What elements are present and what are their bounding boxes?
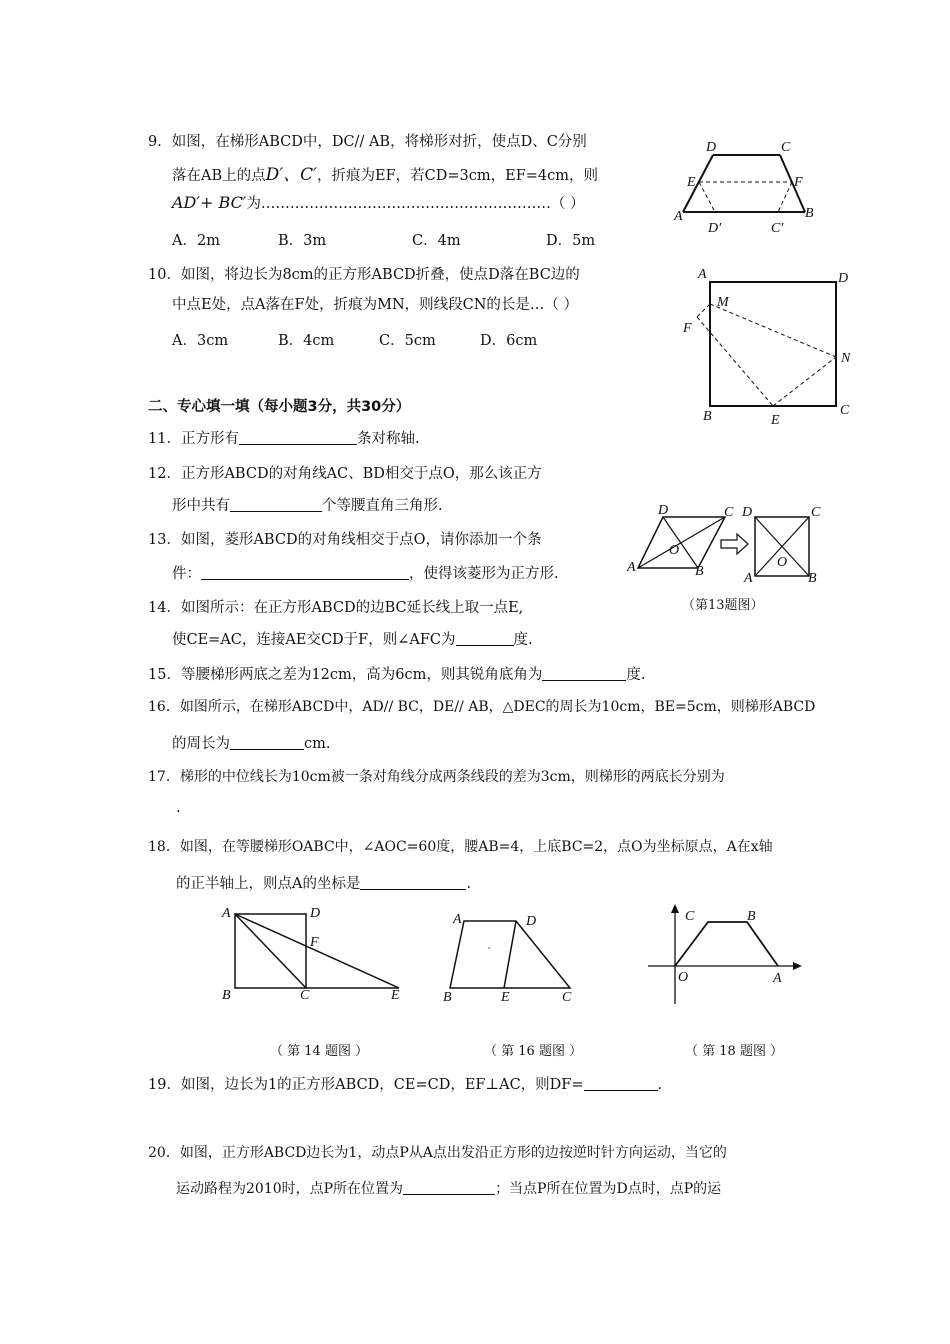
- figure-q13: [625, 500, 830, 590]
- q20-answer-blank[interactable]: [403, 1180, 495, 1195]
- f13-sq-label-o: O: [777, 555, 788, 570]
- f16-label-e: E: [501, 990, 510, 1005]
- f13-sq-label-a: A: [744, 571, 753, 586]
- q9-options: [172, 229, 595, 250]
- q12-answer-blank[interactable]: [230, 497, 322, 512]
- f9-fold-ed1: [699, 182, 715, 212]
- f10-label-m: M: [717, 295, 729, 310]
- f18-y-arrow-icon: [671, 904, 679, 913]
- section-2-heading: 二、专心填一填（每小题3分，共30分）: [148, 399, 411, 415]
- f9-label-c: C: [781, 140, 791, 155]
- q9-line2-a: 落在AB上的点: [172, 168, 266, 184]
- q16-answer-blank[interactable]: [230, 735, 304, 750]
- f10-label-c: C: [840, 403, 850, 418]
- q20-b: ；当点P所在位置为D点时，点P的运: [495, 1181, 722, 1197]
- f14-diag-ac: [235, 914, 306, 988]
- q11: [148, 427, 420, 448]
- caption-q14: （ 第 14 题图 ）: [270, 1044, 369, 1059]
- caption-q13: （第13题图）: [682, 598, 764, 613]
- q20-a: 运动路程为2010时，点P所在位置为: [176, 1181, 404, 1197]
- f16-line-de: [504, 921, 516, 988]
- f13-sq-label-d: D: [742, 505, 753, 520]
- q10-line1: 10．如图，将边长为8cm的正方形ABCD折叠，使点D落在BC边的: [148, 267, 580, 283]
- f16-label-c: C: [562, 990, 572, 1005]
- q16-b: cm.: [304, 736, 331, 752]
- f14-label-f: F: [310, 935, 319, 950]
- q14-a: 使CE=AC，连接AE交CD于F，则∠AFC为: [172, 632, 456, 648]
- f18-label-o: O: [678, 970, 689, 985]
- q13-b: ，使得该菱形为正方形.: [409, 566, 559, 582]
- q9-line3-b: 为……………………………………………………（ ）: [246, 196, 585, 212]
- f18-x-arrow-icon: [793, 962, 802, 970]
- arrow-right-icon: [721, 534, 748, 554]
- f10-label-f: F: [683, 321, 692, 336]
- q14-line1: 14．如图所示：在正方形ABCD的边BC延长线上取一点E,: [148, 600, 524, 616]
- f16-label-a: A: [453, 912, 462, 927]
- q19-b: .: [657, 1077, 663, 1093]
- f9-label-c-prime: C′: [771, 221, 784, 236]
- f16-label-b: B: [443, 990, 452, 1005]
- f9-label-d-prime: D′: [708, 221, 722, 236]
- f13-label-o: O: [669, 543, 680, 558]
- f18-trapezoid: [675, 922, 778, 966]
- figure-q16: [440, 905, 590, 1005]
- f10-label-b: B: [703, 409, 712, 424]
- q15-a: 15．等腰梯形两底之差为12cm，高为6cm，则其锐角底角为: [148, 667, 543, 683]
- q13-answer-blank[interactable]: [201, 565, 409, 580]
- q15-b: 度.: [626, 667, 646, 683]
- q9-option-b: B．3m: [278, 233, 327, 249]
- f9-label-e: E: [687, 175, 696, 190]
- f9-label-a: A: [674, 209, 683, 224]
- f14-line-ae: [235, 914, 399, 988]
- figure-q10: [680, 262, 855, 427]
- f10-label-e: E: [771, 413, 780, 428]
- q12-b: 个等腰直角三角形.: [322, 498, 443, 514]
- f16-label-d: D: [526, 914, 537, 929]
- q20-line2: [176, 1178, 721, 1198]
- f10-label-n: N: [841, 351, 851, 366]
- q9-sum-expr: AD′+ BC′: [172, 193, 247, 212]
- q10-option-c: C．5cm: [379, 333, 436, 349]
- q19-a: 19．如图，边长为1的正方形ABCD，CE=CD，EF⊥AC，则DF=: [148, 1077, 584, 1093]
- f10-fold-mf: [697, 304, 710, 317]
- q13-a: 件：: [172, 566, 201, 582]
- f10-label-a: A: [698, 267, 707, 282]
- f18-label-b: B: [747, 909, 756, 924]
- f10-fold-en: [773, 357, 836, 406]
- q9-line3: [172, 192, 585, 213]
- q12-a: 形中共有: [172, 498, 230, 514]
- q9-line2: [172, 160, 598, 185]
- q17-line1: 17．梯形的中位线长为10cm被一条对角线分成两条线段的差为3cm，则梯形的两底长分别为: [148, 769, 725, 785]
- f14-label-e: E: [391, 988, 400, 1003]
- q10-option-d: D．6cm: [480, 333, 538, 349]
- q10-option-b: B．4cm: [278, 333, 335, 349]
- f13-label-b: B: [695, 564, 704, 579]
- q19: [148, 1073, 662, 1094]
- f14-label-b: B: [222, 988, 231, 1003]
- f14-label-c: C: [300, 988, 310, 1003]
- q10-line2: 中点E处，点A落在F处，折痕为MN，则线段CN的长是…（ ）: [172, 297, 579, 313]
- f9-fold-fc1: [778, 182, 792, 212]
- q18-a: 的正半轴上，则点A的坐标是: [176, 876, 361, 892]
- f9-label-b: B: [805, 206, 814, 221]
- f9-label-f: F: [794, 175, 803, 190]
- f10-square: [710, 282, 836, 406]
- q18-line2: [176, 872, 471, 893]
- f10-label-d: D: [838, 271, 849, 286]
- q16-a: 的周长为: [172, 736, 230, 752]
- f10-fold-fe: [697, 317, 773, 406]
- caption-q18: （ 第 18 题图 ）: [685, 1044, 784, 1059]
- q15-answer-blank[interactable]: [542, 666, 626, 681]
- q9-option-a: A．2m: [172, 233, 220, 249]
- f14-label-a: A: [222, 906, 231, 921]
- q11-answer-blank[interactable]: [239, 430, 357, 445]
- q9-option-d: D．5m: [546, 233, 596, 249]
- q9-option-c: C．4m: [412, 233, 461, 249]
- figure-q14: [215, 905, 415, 1005]
- f10-fold-mn: [710, 304, 836, 357]
- q13-line1: 13．如图，菱形ABCD的对角线相交于点O，请你添加一个条: [148, 532, 542, 548]
- q12-line2: [172, 494, 443, 515]
- q11-a: 11．正方形有: [148, 431, 239, 447]
- f13-sq-label-b: B: [808, 571, 817, 586]
- f18-label-c: C: [685, 909, 695, 924]
- q16-line2: [172, 732, 330, 753]
- q11-b: 条对称轴.: [356, 431, 420, 447]
- q15: [148, 663, 645, 684]
- f13-sq-label-c: C: [811, 505, 821, 520]
- f13-label-c: C: [724, 505, 734, 520]
- q16-line1: 16．如图所示，在梯形ABCD中，AD// BC，DE// AB，△DEC的周长为10cm，BE=5cm，则梯形ABCD: [148, 699, 816, 715]
- q9-line1: 9．如图，在梯形ABCD中，DC// AB，将梯形对折，使点D、C分别: [148, 134, 587, 150]
- q17-line2: .: [176, 800, 181, 816]
- f16-dot: [488, 947, 490, 949]
- f13-label-a: A: [627, 560, 636, 575]
- q13-line2: [172, 562, 559, 583]
- q20-line1: 20．如图，正方形ABCD边长为1，动点P从A点出发沿正方形的边按逆时针方向运动，当它的: [148, 1145, 727, 1161]
- q18-line1: 18．如图，在等腰梯形OABC中，∠AOC=60度，腰AB=4，上底BC=2，点O为坐标原点，A在x轴: [148, 839, 773, 855]
- q18-b: .: [466, 876, 472, 892]
- f9-label-d: D: [706, 140, 717, 155]
- figure-q9: [670, 135, 820, 240]
- q19-answer-blank[interactable]: [584, 1076, 658, 1091]
- f18-label-a: A: [773, 971, 782, 986]
- q12-line1: 12．正方形ABCD的对角线AC、BD相交于点O，那么该正方: [148, 466, 542, 482]
- q14-answer-blank[interactable]: [456, 631, 514, 646]
- caption-q16: （ 第 16 题图 ）: [484, 1044, 583, 1059]
- q10-options: [172, 329, 537, 350]
- f13-label-d: D: [658, 503, 669, 518]
- q14-line2: [172, 628, 533, 649]
- q10-option-a: A．3cm: [172, 333, 229, 349]
- f14-label-d: D: [310, 906, 321, 921]
- figure-q18: [640, 900, 810, 1010]
- q9-primes: D′、C′: [265, 165, 317, 185]
- q14-b: 度.: [513, 632, 533, 648]
- q18-answer-blank[interactable]: [360, 875, 466, 890]
- q9-line2-c: ，折痕为EF，若CD=3cm，EF=4cm，则: [317, 168, 599, 184]
